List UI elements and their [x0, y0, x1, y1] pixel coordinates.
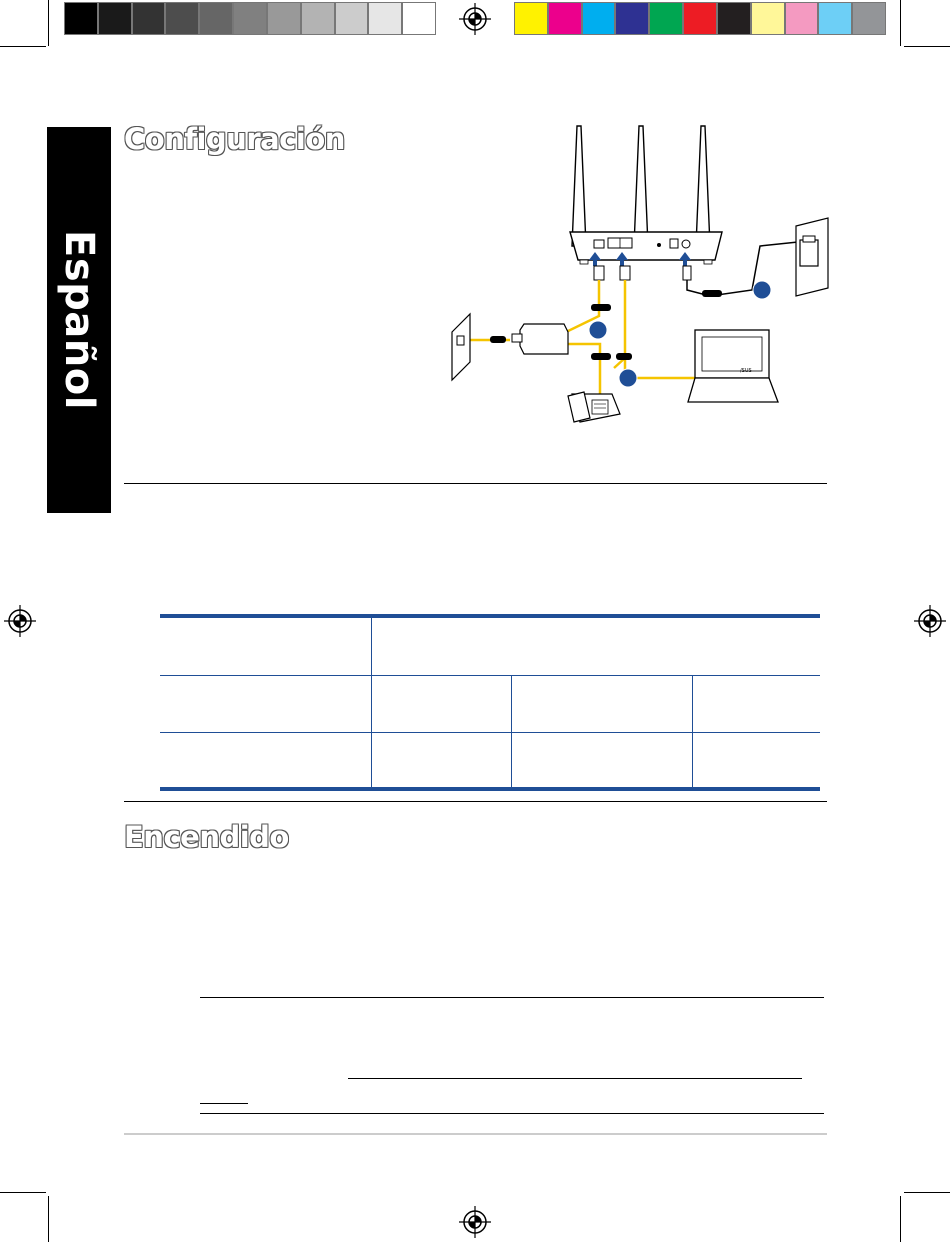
- power-section-title: Encendido: [124, 820, 289, 854]
- crop-mark: [904, 1192, 950, 1193]
- crop-mark: [900, 0, 901, 46]
- crop-mark: [0, 46, 46, 47]
- color-swatch: [818, 2, 852, 35]
- table-top-rule: [160, 614, 820, 618]
- color-swatch: [852, 2, 886, 35]
- color-swatch: [615, 2, 649, 35]
- table-row-line: [160, 732, 820, 733]
- color-swatch: [582, 2, 616, 35]
- color-swatch: [233, 2, 267, 35]
- color-swatch: [199, 2, 233, 35]
- note-underline: [348, 1078, 802, 1079]
- router-setup-diagram: [440, 118, 840, 438]
- color-swatch: [649, 2, 683, 35]
- color-swatch: [301, 2, 335, 35]
- color-swatch: [717, 2, 751, 35]
- crop-mark: [900, 1196, 901, 1242]
- color-swatch: [335, 2, 369, 35]
- note-top-rule: [200, 997, 824, 998]
- color-swatch: [267, 2, 301, 35]
- color-swatch: [402, 2, 436, 35]
- laptop-icon: [688, 330, 778, 402]
- registration-mark-right-icon: [913, 604, 947, 638]
- crop-mark: [904, 46, 950, 47]
- callout-marker: [589, 321, 607, 339]
- color-swatch: [514, 2, 548, 35]
- crop-mark: [48, 1196, 49, 1242]
- crop-mark: [48, 0, 49, 46]
- table-row-line: [160, 675, 820, 676]
- color-swatch: [368, 2, 402, 35]
- color-swatch: [165, 2, 199, 35]
- color-bar: [514, 2, 886, 35]
- router-antenna-icon: [572, 126, 710, 246]
- language-side-label: Español: [56, 230, 102, 410]
- laptop-brand-label: /SUS: [740, 368, 752, 374]
- color-swatch: [64, 2, 98, 35]
- power-outlet-icon: [796, 218, 828, 296]
- table-column-line: [692, 675, 693, 787]
- section-divider: [124, 483, 827, 484]
- wall-phone-jack-icon: [452, 314, 470, 380]
- color-swatch: [683, 2, 717, 35]
- crop-mark: [0, 1192, 46, 1193]
- registration-mark-bottom-icon: [458, 1205, 492, 1239]
- table-column-line: [511, 675, 512, 787]
- color-swatch: [751, 2, 785, 35]
- setup-section-title: Configuración: [124, 122, 345, 156]
- callout-marker: [619, 369, 637, 387]
- color-swatch: [132, 2, 166, 35]
- note-underline: [200, 1103, 248, 1104]
- telephone-icon: [568, 392, 620, 422]
- callout-marker: [753, 281, 771, 299]
- registration-mark-left-icon: [3, 604, 37, 638]
- grayscale-bar: [64, 2, 436, 35]
- color-swatch: [98, 2, 132, 35]
- color-swatch: [548, 2, 582, 35]
- dsl-splitter-icon: [512, 324, 568, 354]
- table-bottom-rule: [160, 787, 820, 791]
- spec-table: [160, 614, 820, 794]
- color-swatch: [785, 2, 819, 35]
- section-divider: [124, 801, 827, 802]
- footer-rule: [124, 1133, 827, 1135]
- registration-mark-top-icon: [458, 2, 492, 36]
- note-bottom-rule: [200, 1113, 824, 1114]
- table-column-line: [371, 618, 372, 787]
